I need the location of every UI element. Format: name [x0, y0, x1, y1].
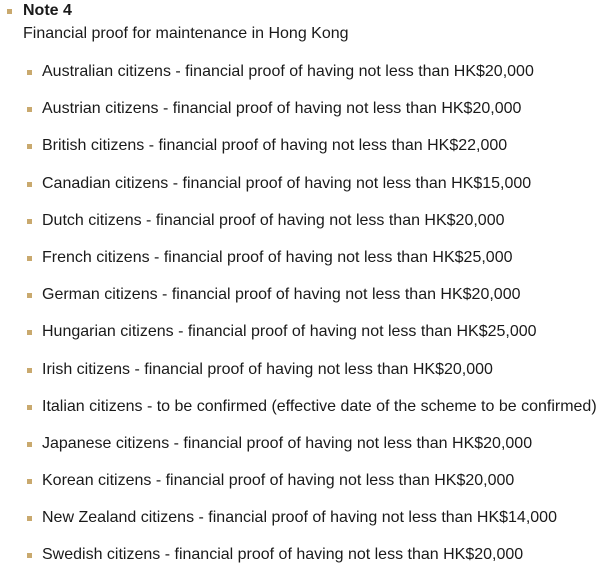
list-item [0, 136, 604, 173]
list-item [0, 99, 604, 136]
list-item [0, 471, 604, 508]
list-item [0, 248, 604, 285]
list-item [0, 508, 604, 545]
list-item-text: British citizens - financial proof of having not less than HK$22,000 [42, 137, 508, 155]
list-item [0, 62, 604, 99]
square-bullet-icon [27, 516, 32, 521]
citizen-requirement-list [0, 62, 604, 583]
list-item-text: New Zealand citizens - financial proof of having not less than HK$14,000 [42, 509, 557, 527]
square-bullet-icon [27, 442, 32, 447]
list-item [0, 360, 604, 397]
list-item-text: Irish citizens - financial proof of having not less than HK$20,000 [42, 360, 493, 378]
list-item [0, 397, 604, 434]
square-bullet-icon [27, 479, 32, 484]
square-bullet-icon [27, 293, 32, 298]
list-item [0, 545, 604, 582]
square-bullet-icon [27, 256, 32, 261]
list-item [0, 434, 604, 471]
list-item-text: Korean citizens - financial proof of having not less than HK$20,000 [42, 472, 515, 490]
list-item-text: Hungarian citizens - financial proof of having not less than HK$25,000 [42, 323, 537, 341]
list-item-text: French citizens - financial proof of having not less than HK$25,000 [42, 248, 513, 266]
list-item-text: German citizens - financial proof of having not less than HK$20,000 [42, 286, 521, 304]
square-bullet-icon [27, 368, 32, 373]
list-item-text: Australian citizens - financial proof of having not less than HK$20,000 [42, 63, 534, 80]
list-item-text: Swedish citizens - financial proof of having not less than HK$20,000 [42, 546, 524, 564]
list-item [0, 285, 604, 322]
list-item-text: Italian citizens - to be confirmed (effective date of the scheme to be confirmed) [42, 397, 597, 415]
square-bullet-icon [27, 330, 32, 335]
square-bullet-icon [27, 219, 32, 224]
list-item-text: Canadian citizens - financial proof of having not less than HK$15,000 [42, 174, 532, 192]
note-bullet-icon [7, 9, 12, 14]
list-item [0, 211, 604, 248]
note-subtitle: Financial proof for maintenance in Hong Kong [23, 25, 349, 42]
square-bullet-icon [27, 553, 32, 558]
square-bullet-icon [27, 182, 32, 187]
square-bullet-icon [27, 144, 32, 149]
list-item [0, 322, 604, 359]
square-bullet-icon [27, 70, 32, 75]
list-item-text: Dutch citizens - financial proof of having not less than HK$20,000 [42, 211, 505, 229]
square-bullet-icon [27, 405, 32, 410]
note-title: Note 4 [23, 2, 72, 19]
square-bullet-icon [27, 107, 32, 112]
list-item-text: Japanese citizens - financial proof of having not less than HK$20,000 [42, 434, 533, 452]
list-item [0, 174, 604, 211]
list-item-text: Austrian citizens - financial proof of having not less than HK$20,000 [42, 100, 522, 118]
